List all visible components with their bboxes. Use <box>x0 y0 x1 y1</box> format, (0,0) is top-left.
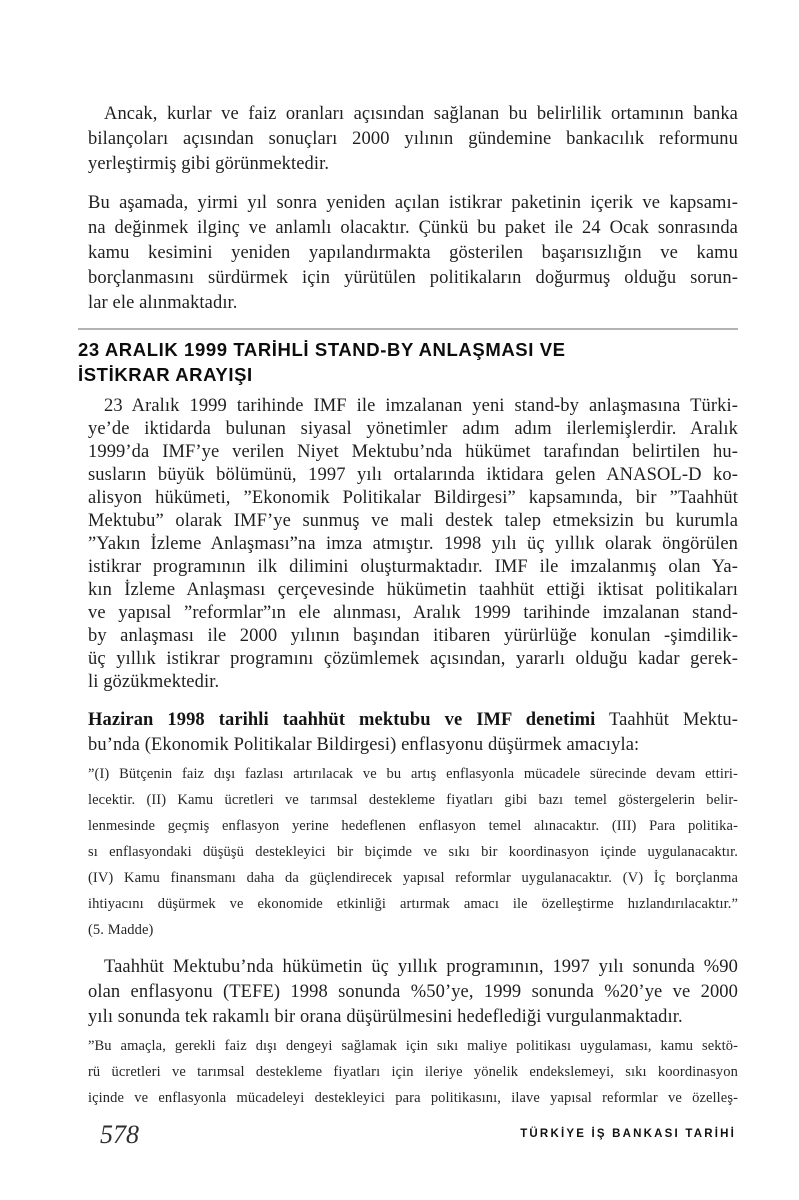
text-line: Mektubu” olarak IMF’ye sunmuş ve mali destek talep etmeksizin bu kurumla <box>88 511 738 531</box>
text-line: rü ücretleri ve tarımsal destekleme fiyatları için ileriye yönelik endekslemeyi, sıkı koordinasyon <box>88 1064 738 1080</box>
text-line: (5. Madde) <box>88 922 154 938</box>
text-line: 1999’da IMF’ye verilen Niyet Mektubu’nda hükümet tarafından belirtilen hu- <box>88 442 738 462</box>
text-column <box>78 0 738 1111</box>
section-heading-line-2: İSTİKRAR ARAYIŞI <box>78 364 253 385</box>
lead-line-2: bu’nda (Ekonomik Politikalar Bildirgesi) enflasyonu düşürmek amacıyla: <box>88 735 640 755</box>
text-line: ve yapısal ”reformlar”ın ele alınması, Aralık 1999 tarihinde imzalanan stand- <box>88 603 738 623</box>
quote-block-1 <box>78 761 738 943</box>
paragraph-lead <box>78 708 738 758</box>
text-line: Ancak, kurlar ve faiz oranları açısından sağlanan bu belirlilik ortamının banka <box>104 104 738 124</box>
quote-block-2 <box>78 1033 738 1111</box>
text-line: ihtiyacını düşürmek ve ekonomide etkinliği artırmak amacı ile özelleştirme hızlandırılacaktır.” <box>88 896 738 912</box>
lead-line-1 <box>88 708 738 733</box>
text-line: 23 Aralık 1999 tarihinde IMF ile imzalanan yeni stand-by anlaşmasına Türki- <box>104 396 738 416</box>
text-line: na değinmek ilginç ve anlamlı olacaktır. Çünkü bu paket ile 24 Ocak sonrasında <box>88 218 738 238</box>
text-line: lecektir. (II) Kamu ücretleri ve tarımsal destekleme fiyatları gibi bazı temel göstergelerin belir- <box>88 792 738 808</box>
section-heading <box>78 337 738 387</box>
text-line: li gözükmektedir. <box>88 672 220 692</box>
text-line: olan enflasyonu (TEFE) 1998 sonunda %50’ye, 1999 sonunda %20’ye ve 2000 <box>88 982 738 1002</box>
page-number: 578 <box>100 1120 139 1149</box>
text-line: sı enflasyondaki düşüşü destekleyici bir biçimde ve sıkı bir koordinasyon içinde uygulanacaktır. <box>88 844 738 860</box>
text-line: lar ele alınmaktadır. <box>88 293 238 313</box>
text-line: alisyon hükümeti, ”Ekonomik Politikalar Bildirgesi” kapsamında, bir ”Taahhüt <box>88 488 738 508</box>
page-footer <box>78 1118 738 1162</box>
text-line: istikrar programının ilk dilimini oluşturmaktadır. IMF ile imzalanmış olan Ya- <box>88 557 738 577</box>
paragraph-intro-2 <box>78 191 738 316</box>
text-line: kın İzleme Anlaşması çerçevesinde hükümetin taahhüt ettiği iktisat politikaları <box>88 580 738 600</box>
text-line: (IV) Kamu finansmanı daha da güçlendirecek yapısal reformlar uygulanacaktır. (V) İç borçlanma <box>88 870 738 886</box>
text-line: ye’de iktidarda bulunan siyasal yönetimler adım adım ilerlemişlerdir. Aralık <box>88 419 738 439</box>
text-line: ”Yakın İzleme Anlaşması”na imza atmıştır. 1998 yılı üç yıllık olarak öngörülen <box>88 534 738 554</box>
section-divider-rule <box>78 328 738 330</box>
text-line: Bu aşamada, yirmi yıl sonra yeniden açılan istikrar paketinin içerik ve kapsamı- <box>88 193 738 213</box>
text-line: kamu kesimini yeniden yapılandırmakta gösterilen başarısızlığın ve kamu <box>88 243 738 263</box>
running-footer-title: TÜRKİYE İŞ BANKASI TARİHİ <box>520 1128 736 1140</box>
text-line: borçlanmasını sürdürmek için yürütülen politikaların doğurmuş olduğu sorun- <box>88 268 738 288</box>
text-line: Taahhüt Mektubu’nda hükümetin üç yıllık programının, 1997 yılı sonunda %90 <box>104 957 738 977</box>
text-line: ”(I) Bütçenin faiz dışı fazlası artırılacak ve bu artış enflasyonla mücadele sürecinde devam ettiri- <box>88 766 738 782</box>
lead-bold-run: Haziran 1998 tarihli taahhüt mektubu ve IMF denetimi <box>88 710 596 730</box>
text-line: by anlaşması ile 2000 yılının başından itibaren yürürlüğe konulan -şimdilik- <box>88 626 738 646</box>
paragraph-inflation <box>78 955 738 1030</box>
text-line: yerleştirmiş gibi görünmektedir. <box>88 154 330 174</box>
text-line: içinde ve enflasyonla mücadeleyi destekleyici para politikasını, ilave yapısal reformlar ve özelleş- <box>88 1090 738 1106</box>
section-heading-line-1: 23 ARALIK 1999 TARİHLİ STAND-BY ANLAŞMASI VE <box>78 339 566 360</box>
paragraph-intro-1 <box>78 102 738 177</box>
text-line: bilançoları açısından sonuçları 2000 yılının gündemine bankacılık reformunu <box>88 129 738 149</box>
text-line: üç yıllık istikrar programını çözümlemek açısından, yararlı olduğu kadar gerek- <box>88 649 738 669</box>
text-line: lenmesinde geçmiş enflasyon yerine hedeflenen enflasyon temel alınacaktır. (III) Para politika- <box>88 818 738 834</box>
lead-regular-run: Taahhüt Mektu- <box>595 710 739 730</box>
text-line: yılı sonunda tek rakamlı bir orana düşürülmesini hedeflediği vurgulanmaktadır. <box>88 1007 683 1027</box>
text-line: susların büyük bölümünü, 1997 yılı ortalarında iktidara gelen ANASOL-D ko- <box>88 465 738 485</box>
text-line: ”Bu amaçla, gerekli faiz dışı dengeyi sağlamak için sıkı maliye politikası uygulaması, kamu sektö- <box>88 1038 738 1054</box>
paragraph-section-body <box>78 395 738 694</box>
